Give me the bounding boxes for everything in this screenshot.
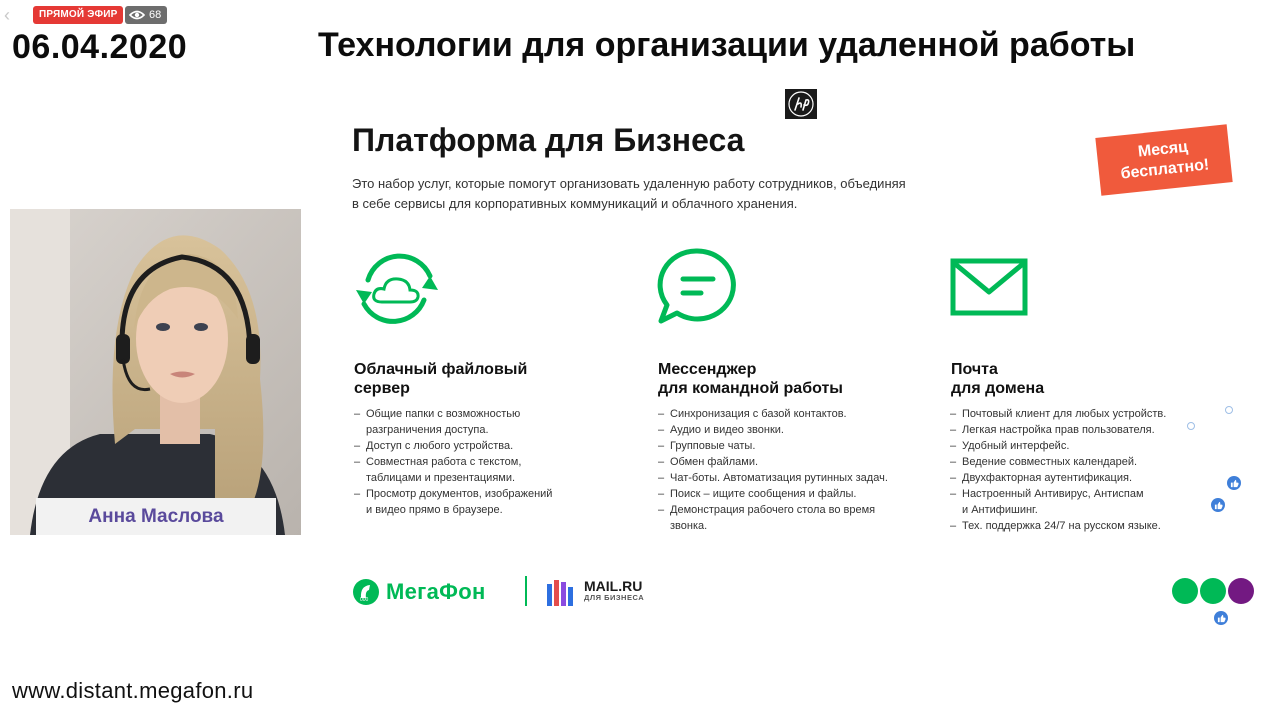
views-count: 68 xyxy=(149,9,162,21)
list-item: – Ведение совместных календарей. xyxy=(950,454,1166,470)
list-item: – Тех. поддержка 24/7 на русском языке. xyxy=(950,518,1166,534)
feature-list xyxy=(950,406,1166,534)
promo-sticker xyxy=(1095,124,1232,195)
mailru-logo xyxy=(546,578,644,606)
broadcast-date: 06.04.2020 xyxy=(12,28,188,66)
description-line: в себе сервисы для корпоративных коммуникаций и облачного хранения. xyxy=(352,196,798,211)
list-item: – Настроенный Антивирус, Антиспам xyxy=(950,486,1166,502)
brand-dot xyxy=(1200,578,1226,604)
feature-list xyxy=(354,406,552,518)
speaker-video-frame xyxy=(10,209,301,535)
megafon-logo xyxy=(352,578,486,606)
slide-title: Платформа для Бизнеса xyxy=(352,122,745,158)
views-counter xyxy=(125,6,167,24)
mailru-wordmark: MAIL.RU xyxy=(584,578,643,594)
feature-title-line: для домена xyxy=(951,380,1045,397)
feature-title-line: сервер xyxy=(354,380,410,397)
list-item: звонка. xyxy=(670,520,708,532)
feature-title xyxy=(951,360,1044,398)
site-url[interactable]: www.distant.megafon.ru xyxy=(12,678,254,703)
list-item: и видео прямо в браузере. xyxy=(366,504,503,516)
list-item: – Групповые чаты. xyxy=(658,438,888,454)
list-item: – Общие папки с возможностью xyxy=(354,406,552,422)
promo-line: бесплатно! xyxy=(1119,156,1211,183)
feature-title-line: для командной работы xyxy=(658,380,843,397)
feature-title-line: Мессенджер xyxy=(658,361,757,378)
speaker-name: Анна Маслова xyxy=(88,505,224,527)
mailru-mark-icon xyxy=(546,578,576,606)
brand-dots xyxy=(1172,578,1254,604)
list-item: – Совместная работа с текстом, xyxy=(354,454,552,470)
reaction-bubble xyxy=(1225,406,1233,414)
list-item: – Демонстрация рабочего стола во время xyxy=(658,502,888,518)
speaker-name-plate xyxy=(36,498,276,535)
like-icon xyxy=(1211,498,1225,512)
like-icon xyxy=(1227,476,1241,490)
brand-dot xyxy=(1228,578,1254,604)
list-item: – Доступ с любого устройства. xyxy=(354,438,552,454)
like-icon xyxy=(1214,611,1228,625)
list-item: – Двухфакторная аутентификация. xyxy=(950,470,1166,486)
chevron-left-icon[interactable]: ‹ xyxy=(4,5,10,25)
feature-title-line: Облачный файловый xyxy=(354,361,528,378)
list-item: – Поиск – ищите сообщения и файлы. xyxy=(658,486,888,502)
list-item: – Почтовый клиент для любых устройств. xyxy=(950,406,1166,422)
feature-title-line: Почта xyxy=(951,361,998,378)
list-item: – Чат-боты. Автоматизация рутинных задач. xyxy=(658,470,888,486)
list-item: – Синхронизация с базой контактов. xyxy=(658,406,888,422)
list-item: – Удобный интерфейс. xyxy=(950,438,1166,454)
brand-dot xyxy=(1172,578,1198,604)
megafon-mark-icon xyxy=(352,578,380,606)
mailru-subtitle: ДЛЯ БИЗНЕСА xyxy=(584,593,645,602)
list-item: – Просмотр документов, изображений xyxy=(354,486,552,502)
chat-bubble-icon xyxy=(655,247,739,327)
eye-icon xyxy=(129,10,145,20)
hp-logo xyxy=(785,89,817,119)
description-line: Это набор услуг, которые помогут организовать удаленную работу сотрудников, объединяя xyxy=(352,176,906,191)
list-item: таблицами и презентациями. xyxy=(366,472,516,484)
slide-description xyxy=(352,174,972,214)
list-item: – Легкая настройка прав пользователя. xyxy=(950,422,1166,438)
list-item: разграничения доступа. xyxy=(366,424,489,436)
envelope-icon xyxy=(950,258,1028,316)
feature-list xyxy=(658,406,888,534)
promo-line: Месяц xyxy=(1137,138,1189,161)
cloud-sync-icon xyxy=(352,250,442,328)
list-item: и Антифишинг. xyxy=(962,504,1038,516)
reaction-bubble xyxy=(1187,422,1195,430)
feature-title xyxy=(658,360,843,398)
svg-text:000: 000 xyxy=(360,597,369,603)
feature-title xyxy=(354,360,527,398)
list-item: – Обмен файлами. xyxy=(658,454,888,470)
broadcast-title: Технологии для организации удаленной работы xyxy=(318,26,1136,64)
logo-divider xyxy=(525,576,527,606)
live-badge: ПРЯМОЙ ЭФИР xyxy=(33,6,123,24)
megafon-wordmark: МегаФон xyxy=(386,579,486,604)
list-item: – Аудио и видео звонки. xyxy=(658,422,888,438)
speaker-video xyxy=(10,209,301,535)
